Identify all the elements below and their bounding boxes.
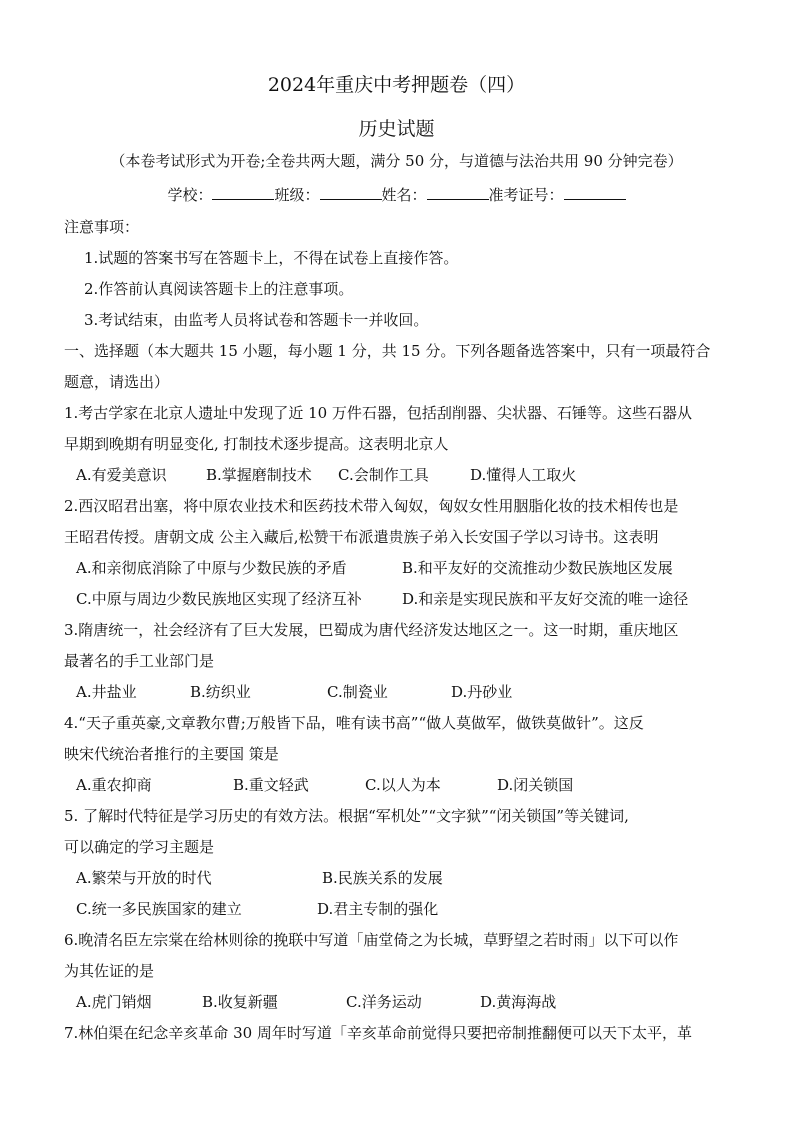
question-4-options (76, 774, 573, 795)
option-c[interactable]: C.以人为本 (365, 776, 441, 794)
option-d[interactable]: D.闭关锁国 (497, 776, 574, 794)
option-b[interactable]: B.重文轻武 (233, 776, 309, 794)
option-d[interactable]: D.懂得人工取火 (470, 466, 577, 484)
exam-title: 2024年重庆中考押题卷（四） (267, 74, 526, 96)
option-b[interactable]: B.纺织业 (190, 683, 251, 701)
exam-number-label: 准考证号： (488, 186, 564, 204)
option-a[interactable]: A.虎门销烟 (76, 993, 152, 1011)
option-a[interactable]: A.繁荣与开放的时代 (76, 869, 212, 887)
question-2-text: 王昭君传授。唐朝文成 公主入藏后,松赞干布派遣贵族子弟入长安国子学以习诗书。这表明 (64, 528, 659, 546)
notice-heading: 注意事项： (64, 218, 140, 236)
exam-note: （本卷考试形式为开卷;全卷共两大题，满分 50 分，与道德与法治共用 90 分钟完卷） (110, 152, 683, 170)
option-a[interactable]: A.和亲彻底消除了中原与少数民族的矛盾 (76, 559, 347, 577)
school-blank[interactable] (212, 185, 274, 200)
question-4-text: 4.“天子重英豪,文章教尔曹;万般皆下品，唯有读书高”“做人莫做军，做铁莫做针”。这反 (64, 714, 644, 732)
option-d[interactable]: D.和亲是实现民族和平友好交流的唯一途径 (402, 590, 689, 608)
question-5-options (76, 898, 438, 919)
option-a[interactable]: A.重农抑商 (76, 776, 152, 794)
class-blank[interactable] (320, 185, 382, 200)
notice-item: 1.试题的答案书写在答题卡上，不得在试卷上直接作答。 (84, 249, 459, 267)
question-5-text: 5. 了解时代特征是学习历史的有效方法。根据“军机处”“文字狱”“闭关锁国”等关键词, (64, 807, 629, 825)
option-a[interactable]: A.井盐业 (76, 683, 137, 701)
option-c[interactable]: C.会制作工具 (338, 466, 429, 484)
question-7-text: 7.林伯渠在纪念辛亥革命 30 周年时写道「辛亥革命前觉得只要把帝制推翻便可以天下太平，革 (64, 1024, 692, 1042)
question-3-text: 最著名的手工业部门是 (64, 652, 215, 670)
question-1-text: 早期到晚期有明显变化, 打制技术逐步提高。这表明北京人 (64, 435, 449, 453)
question-1-text: 1.考古学家在北京人遗址中发现了近 10 万件石器，包括刮削器、尖状器、石锤等。这些石器从 (64, 404, 692, 422)
exam-number-blank[interactable] (564, 185, 626, 200)
question-6-options (76, 991, 556, 1012)
option-b[interactable]: B.民族关系的发展 (322, 869, 443, 887)
option-d[interactable]: D.君主专制的强化 (317, 900, 439, 918)
option-c[interactable]: C.中原与周边少数民族地区实现了经济互补 (76, 590, 362, 608)
question-2-options (76, 588, 688, 609)
notice-item: 2.作答前认真阅读答题卡上的注意事项。 (84, 280, 354, 298)
subject-title: 历史试题 (358, 118, 435, 140)
name-blank[interactable] (427, 185, 489, 200)
question-3-text: 3.隋唐统一，社会经济有了巨大发展，巴蜀成为唐代经济发达地区之一。这一时期，重庆地区 (64, 621, 679, 639)
option-c[interactable]: C.洋务运动 (346, 993, 422, 1011)
question-5-options (76, 867, 443, 888)
question-1-options (76, 464, 576, 485)
option-c[interactable]: C.制瓷业 (327, 683, 388, 701)
option-d[interactable]: D.黄海海战 (480, 993, 557, 1011)
section-heading: 一、选择题（本大题共 15 小题，每小题 1 分，共 15 分。下列各题备选答案中，只有一项最符合 (64, 342, 711, 360)
question-4-text: 映宋代统治者推行的主要国 策是 (64, 745, 279, 763)
question-3-options (76, 681, 512, 702)
section-heading-cont: 题意，请选出） (64, 373, 170, 391)
name-label: 姓名： (381, 186, 427, 204)
question-2-text: 2.西汉昭君出塞，将中原农业技术和医药技术带入匈奴，匈奴女性用胭脂化妆的技术相传也是 (64, 497, 679, 515)
option-c[interactable]: C.统一多民族国家的建立 (76, 900, 242, 918)
question-6-text: 为其佐证的是 (64, 962, 155, 980)
class-label: 班级： (274, 186, 320, 204)
notice-item: 3.考试结束，由监考人员将试卷和答题卡一并收回。 (84, 311, 429, 329)
question-2-options (76, 557, 673, 578)
school-label: 学校： (167, 186, 213, 204)
option-b[interactable]: B.掌握磨制技术 (206, 466, 312, 484)
question-5-text: 可以确定的学习主题是 (64, 838, 215, 856)
student-info-fields (0, 184, 793, 205)
option-a[interactable]: A.有爱美意识 (76, 466, 167, 484)
option-b[interactable]: B.和平友好的交流推动少数民族地区发展 (402, 559, 673, 577)
question-6-text: 6.晚清名臣左宗棠在给林则徐的挽联中写道「庙堂倚之为长城，草野望之若时雨」以下可以作 (64, 931, 679, 949)
option-b[interactable]: B.收复新疆 (202, 993, 278, 1011)
option-d[interactable]: D.丹砂业 (451, 683, 513, 701)
